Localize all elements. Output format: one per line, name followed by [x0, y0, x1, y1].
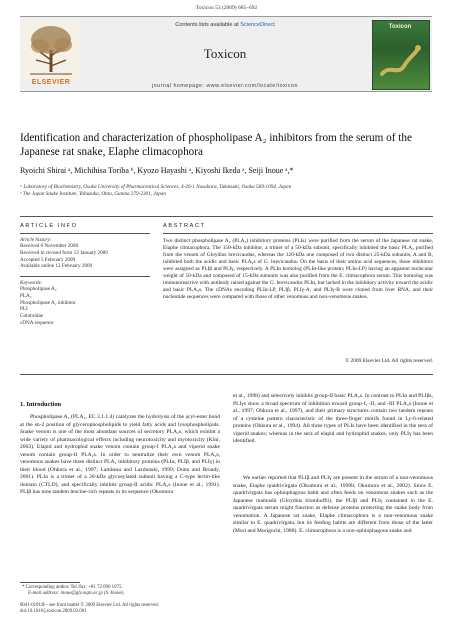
contents-available-line [82, 22, 368, 28]
section-divider-top [20, 216, 433, 217]
keyword-item: PLA₂ [20, 292, 32, 299]
doi-line[interactable]: doi:10.1016/j.toxicon.2009.02.001 [20, 609, 87, 614]
affiliation-b: ᵇ The Japan Snake Institute, Yabuzuka, Ohta, Gunma 379-2301, Japan [20, 191, 167, 197]
introduction-heading: 1. Introduction [20, 401, 62, 408]
keyword-item: PLI [20, 306, 28, 313]
journal-homepage-link[interactable]: journal homepage: www.elsevier.com/locate/toxicon [152, 83, 298, 89]
elsevier-wordmark: ELSEVIER [31, 79, 71, 86]
article-title: Identification and characterization of phospholipase A₂ inhibitors from the serum of the Japanese rat snake, Elaphe climacophora [20, 132, 412, 158]
issn-copyright-line: 0041-0101/$ – see front matter © 2009 Elsevier Ltd. All rights reserved. [20, 603, 159, 608]
keyword-item: Colubridae [20, 313, 44, 320]
contents-prefix: Contents lists available at [175, 22, 241, 28]
elsevier-tree-logo-icon [22, 20, 80, 80]
article-history-block [20, 237, 150, 270]
abstract-copyright: © 2009 Elsevier Ltd. All rights reserved. [345, 358, 433, 364]
keyword-item: cDNA sequence [20, 319, 54, 326]
abstract-text: Two distinct phospholipase A₂ (PLA₂) inhibitory proteins (PLIs) were purified from the serum of the Japanese rat snake, Elaphe climacophora. The 150-kDa inhibitor, a trimer of a 50-kDa subunit, specifically inhibited the basic PLA₂ purified from the venom of Gloydius brevicaudus, whereas the 120-kDa one composed of two distinct 25-kDa subunits, A and B, inhibited both the acidic and basic PLA₂s of G. brevicaudus. On the basis of their amino acid sequences, these inhibitors were assigned as PLIβ and PLIγ, respectively. A PLIα homolog (PLIα-like protein; PLIα-LP) having an apparent molecular weight of 50-kDa and composed of 15-kDa subunits was also purified from the E. climacophora serum. This homolog was immunoreactive with antibody raised against the G. brevicaudus PLIα, but lacked in the inhibitory activity toward the acidic and basic PLA₂s. The cDNAs encoding PLIα-LP, PLIβ, PLIγ-A, and PLIγ-B were cloned from liver RNA, and their nucleotide sequences were compared with those of other venomous and non-venomous snakes. [163, 238, 433, 301]
author-list: Ryoichi Shirai ᵃ, Michihisa Toriba ᵇ, Kyozo Hayashi ᵃ, Kiyoshi Ikeda ᵃ, Seiji Inoue ᵃ,* [20, 166, 294, 175]
keyword-item: Phospholipase A₂ [20, 286, 57, 292]
history-revised: Received in revised form 13 January 2009 [20, 249, 108, 256]
history-received: Received 6 November 2008 [20, 243, 79, 249]
snake-cover-image-icon [378, 40, 422, 80]
intro-right-paragraph-1: et al., 1998) and selectively inhibits group-II basic PLA₂s. In contrast to PLIα and PLIβs, PLIγs show a broad spectrum of inhibition toward group-I, -II, and -III PLA₂s (Inoue et al., 1997; Ohkura et al., 1997), and their primary structures contain two tandem repeats of a cysteine pattern characteristic of the three-finger motifs found in Ly-6-related proteins (Ohkura et al., 1994). All three types of PLIs have been identified in the sera of viperid snakes; whereas in the sera of elapid and hydrophid snakes, only PLIγ has been identified. [233, 393, 433, 445]
history-accepted: Accepted 5 February 2009 [20, 256, 76, 263]
author-email[interactable]: E-mail address: inoue@gly.oups.ac.jp (S. Inoue). [28, 591, 125, 596]
keywords-label: Keywords: [20, 280, 43, 286]
keyword-item: Phospholipase A₂ inhibitor [20, 299, 76, 306]
intro-right-paragraph-2: We earlier reported that PLIβ and PLIγ are present in the serum of a non-venomous snake, Elaphe quadrivirgata (Okumura et al., 1999b; Okumura et al., 2002). Since E. quadrivirgata has ophiophagous habit and often feeds on venomous snakes such as the Japanese mamushi (Gloydius blomhoffii), the PLIβ and PLIγ contained in the E. quadrivirgata serum might function as defense proteins protecting the snake body from venomation. A Japanese rat snake, Elaphe climacophora is a non-venomous snake similar to E. quadrivirgata, but its feeding habits are different from those of the latter (Mori and Moriguchi, 1988). E. climacophora is a non-ophiophagous snake and [233, 475, 433, 534]
abstract-heading-rule [163, 233, 433, 234]
abstract-heading: ABSTRACT [163, 223, 206, 229]
article-history-label: Article history: [20, 237, 52, 243]
footnote-rule [20, 582, 80, 583]
corresponding-author-note: * Corresponding author. Tel./fax: +81 72 690 1075. [22, 585, 123, 590]
affiliation-a: ᵃ Laboratory of Biochemistry, Osaka University of Pharmaceutical Sciences, 4-20-1 Nasahara, Takatsuki, Osaka 569-1094, Japan [20, 184, 292, 190]
section-divider-bottom [20, 374, 433, 375]
info-inner-rule [20, 276, 150, 277]
journal-reference: Toxicon 53 (2009) 685–692 [195, 5, 258, 11]
cover-title: Toxicon [388, 24, 412, 30]
article-info-heading: ARTICLE INFO [20, 223, 78, 229]
keywords-block [20, 280, 150, 327]
info-heading-rule [20, 233, 150, 234]
journal-title: Toxicon [203, 46, 247, 61]
sciencedirect-link[interactable]: ScienceDirect [240, 22, 275, 28]
history-online: Available online 12 February 2009 [20, 263, 93, 270]
intro-left-paragraph: Phospholipase A₂ (PLA₂, EC 3.1.1.4) catalyzes the hydrolysis of the acyl-ester bond at the sn-2 position of glycerophospholipids to yield fatty acids and lysophospholipids. Snake venom is one of the most abundant sources of secretory PLA₂s, which exhibit a wide variety of pharmacological effects including neurotoxicity and myotoxicity (Kini, 2003). Elapid and hydrophid snake venom contain group-I PLA₂s and viperid snake venom contain group-II PLA₂s. In order to neutralize their own venom PLA₂s, venomous snakes have three distinct PLA₂ inhibitory proteins (PLIα, PLIβ, and PLIγ) in their blood (Ohkura et al., 1997; Lambeau and Lazdunski, 1999; Dunn and Broady, 2001). PLIα is a trimer of a 20-kDa glycosylated subunit having a C-type lectin-like domain (CTLD), and specifically inhibits group-II acidic PLA₂s (Inoue et al., 1991). PLIβ has nine tandem leucine-rich repeats in its sequence (Okumura [20, 414, 220, 496]
